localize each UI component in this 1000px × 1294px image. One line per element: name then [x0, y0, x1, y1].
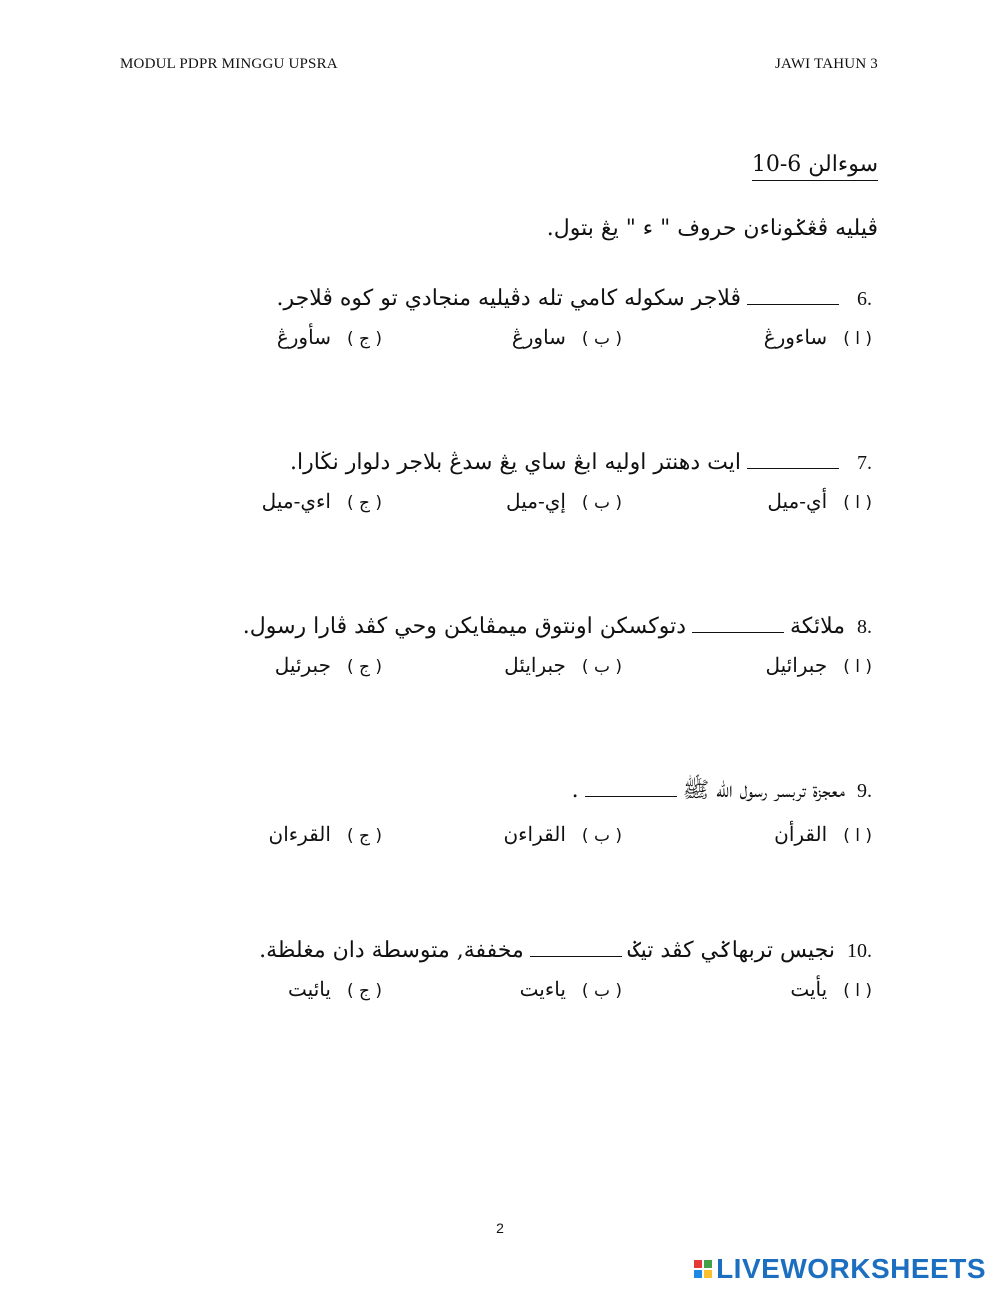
liveworksheets-wordmark: LIVEWORKSHEETS: [716, 1253, 986, 1284]
answer-blank[interactable]: [692, 631, 784, 633]
question-text-after: دتوکسکن اونتوق ميمڤايکن وحي کڤد ڤارا رسول.: [242, 614, 687, 639]
option-b[interactable]: ( ب )إي-ميل: [506, 489, 622, 513]
question-number: 7.: [857, 452, 872, 474]
option-b[interactable]: ( ب )القراءن: [503, 822, 622, 846]
options-row: [100, 653, 872, 689]
question-text-after: ڤلاجر سکوله کامي تله دڤيليه منجادي تو كوه ڤلاجر.: [276, 286, 741, 311]
question-text-before: نجيس تربهاݢي کڤد تيݢ: [627, 938, 835, 963]
question-number: 9.: [857, 780, 872, 802]
answer-blank[interactable]: [747, 467, 839, 469]
option-a[interactable]: ( ا )يأيت: [790, 977, 872, 1001]
question-8: [100, 614, 872, 689]
option-b[interactable]: ( ب )جبرايئل: [504, 653, 622, 677]
question-7: [100, 450, 872, 525]
question-10: [100, 938, 872, 1013]
answer-blank[interactable]: [585, 795, 677, 797]
option-a[interactable]: ( ا )ساءورڠ: [763, 325, 872, 349]
option-c[interactable]: ( ج )جبرئيل: [274, 653, 382, 677]
options-row: [100, 489, 872, 525]
question-number: 8.: [857, 616, 872, 638]
option-a[interactable]: ( ا )جبرائيل: [765, 653, 872, 677]
question-number: 6.: [857, 288, 872, 310]
question-9: [100, 776, 872, 858]
options-row: [100, 977, 872, 1013]
liveworksheets-blocks-icon: [694, 1260, 712, 1278]
question-text-after: مخففة, متوسطة دان مغلظة.: [259, 938, 524, 963]
answer-blank[interactable]: [747, 303, 839, 305]
option-c[interactable]: ( ج )القرءان: [268, 822, 382, 846]
option-b[interactable]: ( ب )ياءيت: [519, 977, 622, 1001]
answer-blank[interactable]: [530, 955, 622, 957]
question-number: 10.: [847, 940, 872, 962]
page-number: 2: [496, 1220, 504, 1236]
options-row: [100, 822, 872, 858]
option-c[interactable]: ( ج )سأورڠ: [276, 325, 382, 349]
instruction-text: ڤيليه ڤڠݢوناءن حروف " ء " يڠ بتول.: [546, 216, 878, 241]
options-row: [100, 325, 872, 361]
option-c[interactable]: ( ج )يائيت: [288, 977, 382, 1001]
option-a[interactable]: ( ا )القرأن: [774, 822, 872, 846]
option-b[interactable]: ( ب )ساورڠ: [511, 325, 622, 349]
option-a[interactable]: ( ا )أي-ميل: [767, 489, 872, 513]
question-text-after: ايت دهنتر اوليه ابڠ ساي يڠ سدڠ بلاجر دلوار نڬارا.: [290, 450, 741, 475]
option-c[interactable]: ( ج )اءي-ميل: [261, 489, 382, 513]
liveworksheets-logo[interactable]: [694, 1252, 986, 1286]
header-subject: JAWI TAHUN 3: [774, 56, 878, 72]
header-module-title: MODUL PDPR MINGGU UPSRA: [120, 56, 338, 72]
question-6: [100, 286, 872, 361]
question-text-before: ملائكة: [790, 614, 845, 639]
question-text-after: .: [571, 778, 579, 803]
section-title: سوءالن 6-10: [752, 152, 878, 181]
question-text-before: معجزة تربسر رسول الله ﷺ: [682, 778, 845, 803]
